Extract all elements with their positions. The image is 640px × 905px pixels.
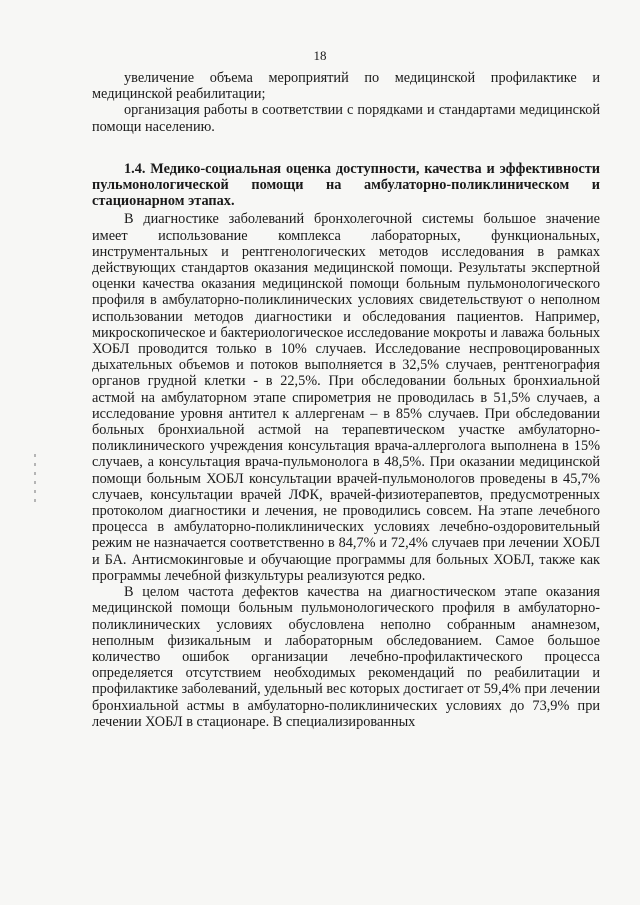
list-item: организация работы в соответствии с порядками и стандартами медицинской помощи населению. xyxy=(92,102,600,135)
scan-mark xyxy=(34,454,36,457)
body-paragraph: В диагностике заболеваний бронхолегочной системы большое значение имеет использование комплекса лабораторных, функциональных, инструментальных и рентгенологических методов исследования в рамках действующих стандартов оказания медицинской помощи. Результаты экспертной оценки качества оказания медицинской помощи больным пульмонологического профиля в амбулаторно-поликлинических условиях свидетельствуют о неполном использовании методов диагностики и обследования пациентов. Например, микроскопическое и бактериологическое исследование мокроты и лаважа больных ХОБЛ проводится только в 10% случаев. Исследование неспровоцированных дыхательных объемов и потоков выполняется в 32,5% случаев, рентгенография органов грудной клетки - в 22,5%. При обследовании больных бронхиальной астмой на амбулаторном этапе спирометрия не проводилась в 51,5% случаев, а исследование уровня антител к аллергенам – в 85% случаев. При обследовании больных бронхиальной астмой на терапевтическом участке амбулаторно-поликлинического учреждения консультация врача-аллерголога выполнена в 15% случаев, а консультация врача-пульмонолога в 48,5%. При оказании медицинской помощи больным ХОБЛ консультации врачей-пульмонологов проведены в 45,7% случаев, консультации врачей ЛФК, врачей-физиотерапевтов, предусмотренных протоколом диагностики и лечения, не проводились совсем. На этапе лечебного процесса в амбулаторно-поликлинических условиях лечебно-оздоровительный режим не назначается соответственно в 84,7% и 72,4% случаев при лечении ХОБЛ и БА. Антисмокинговые и обучающие программы для больных ХОБЛ, также как программы лечебной физкультуры реализуются редко. xyxy=(92,211,600,584)
section-heading: 1.4. Медико-социальная оценка доступности, качества и эффективности пульмонологической помощи на амбулаторно-поликлиническом и стационарном этапах. xyxy=(92,160,600,210)
scan-mark xyxy=(34,499,36,502)
body-paragraph: В целом частота дефектов качества на диагностическом этапе оказания медицинской помощи больным пульмонологического профиля в амбулаторно-поликлинических условиях обусловлена неполно собранным анамнезом, неполным физикальным и лабораторным обследованием. Самое большое количество ошибок организации лечебно-профилактического процесса определяется отсутствием необходимых рекомендаций по реабилитации и профилактике заболеваний, удельный вес которых достигает от 59,4% при лечении бронхиальной астмы в амбулаторно-поликлинических условиях до 73,9% при лечении ХОБЛ в стационаре. В специализированных xyxy=(92,584,600,730)
scan-mark xyxy=(34,481,36,484)
scan-mark xyxy=(34,490,36,493)
margin-scan-marks xyxy=(32,448,40,528)
scan-mark xyxy=(34,463,36,466)
scan-mark xyxy=(34,472,36,475)
list-item: увеличение объема мероприятий по медицинской профилактике и медицинской реабилитации; xyxy=(92,70,600,103)
page-number: 18 xyxy=(313,48,327,63)
page-content xyxy=(92,70,600,730)
section-gap xyxy=(92,135,600,161)
